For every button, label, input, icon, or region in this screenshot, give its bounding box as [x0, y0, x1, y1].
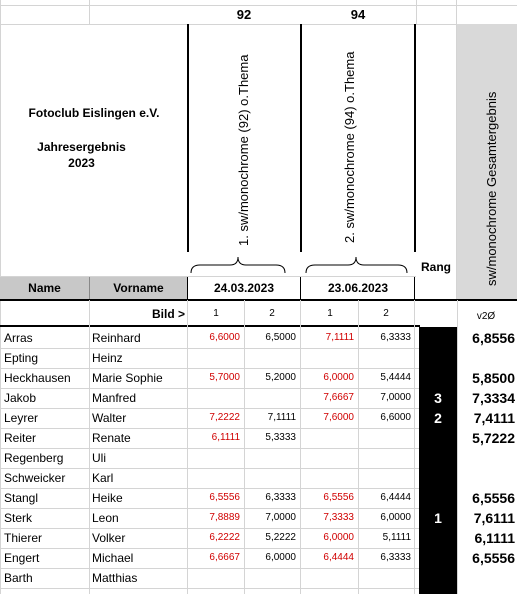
row-rank: 2	[434, 410, 442, 426]
score-92-image-2: 7,0000	[265, 512, 296, 523]
row-name: Thierer	[4, 531, 43, 545]
average-label: v2Ø	[476, 311, 496, 322]
score-94-image-1: 7,6667	[323, 392, 354, 403]
row-vorname: Karl	[92, 471, 114, 485]
report-year: 2023	[68, 156, 95, 170]
row-total: 6,1111	[474, 530, 515, 546]
row-rank: 3	[434, 390, 442, 406]
competition-code-94: 94	[350, 7, 366, 22]
row-name: Engert	[4, 551, 40, 565]
grid-line	[457, 300, 458, 594]
image-2-header: 2	[269, 308, 275, 319]
column-header-name: Name	[28, 281, 61, 295]
score-94-image-2: 5,1111	[382, 532, 411, 543]
score-92-image-2: 5,2000	[265, 372, 296, 383]
row-vorname: Renate	[92, 431, 131, 445]
row-vorname: Matthias	[92, 571, 138, 585]
bild-label: Bild >	[151, 307, 185, 321]
row-vorname: Manfred	[92, 391, 137, 405]
report-subtitle: Jahresergebnis	[37, 140, 126, 154]
score-94-image-2: 6,3333	[380, 552, 411, 563]
score-92-image-2: 6,3333	[265, 492, 296, 503]
row-vorname: Heike	[92, 491, 123, 505]
row-name: Heckhausen	[4, 371, 71, 385]
row-name: Epting	[4, 351, 39, 365]
grid-line	[300, 300, 301, 594]
rank-header: Rang	[421, 260, 451, 274]
score-94-image-1: 7,1111	[325, 332, 354, 343]
row-name: Reiter	[4, 431, 37, 445]
column-header-vorname: Vorname	[113, 281, 164, 295]
score-94-image-2: 6,3333	[380, 332, 411, 343]
row-total: 6,5556	[472, 550, 515, 566]
row-name: Jakob	[4, 391, 37, 405]
competition-title-92: 1. sw/monochrome (92) o.Thema	[236, 54, 251, 246]
row-name: Leyrer	[4, 411, 39, 425]
row-rank: 1	[434, 510, 442, 526]
score-94-image-1: 6,0000	[323, 532, 354, 543]
score-92-image-2: 5,2222	[265, 532, 296, 543]
score-92-image-1: 6,1111	[211, 432, 240, 443]
rank-column-bg	[419, 327, 457, 594]
score-94-image-2: 5,4444	[380, 372, 411, 383]
row-total: 6,8556	[472, 330, 515, 346]
row-vorname: Reinhard	[92, 331, 141, 345]
score-92-image-2: 5,3333	[265, 432, 296, 443]
score-92-image-1: 7,2222	[209, 412, 240, 423]
row-total: 5,8500	[472, 370, 515, 386]
score-94-image-2: 6,6000	[380, 412, 411, 423]
competition-code-92: 92	[236, 7, 252, 22]
competition-date-92: 24.03.2023	[213, 281, 275, 295]
row-total: 5,7222	[472, 430, 515, 446]
score-92-image-2: 6,0000	[265, 552, 296, 563]
score-94-image-2: 7,0000	[380, 392, 411, 403]
image-2-header: 2	[383, 308, 389, 319]
image-1-header: 1	[327, 308, 333, 319]
score-94-image-2: 6,4444	[380, 492, 411, 503]
score-94-image-1: 7,6000	[323, 412, 354, 423]
score-92-image-1: 5,7000	[209, 372, 240, 383]
image-1-header: 1	[213, 308, 219, 319]
total-header-label: sw/monochrome Gesamtergebnis	[484, 91, 499, 286]
competition-date-94: 23.06.2023	[327, 281, 389, 295]
row-vorname: Uli	[92, 451, 106, 465]
row-total: 7,3334	[472, 390, 515, 406]
row-name: Schweicker	[4, 471, 66, 485]
score-94-image-1: 6,4444	[323, 552, 354, 563]
grid-line	[89, 300, 90, 594]
score-94-image-1: 6,0000	[323, 372, 354, 383]
score-92-image-1: 6,5556	[209, 492, 240, 503]
score-92-image-1: 6,6667	[209, 552, 240, 563]
row-divider	[0, 588, 419, 589]
grid-line	[414, 300, 415, 594]
row-name: Barth	[4, 571, 33, 585]
row-vorname: Volker	[92, 531, 126, 545]
row-name: Regenberg	[4, 451, 64, 465]
row-vorname: Walter	[92, 411, 127, 425]
row-vorname: Heinz	[92, 351, 123, 365]
score-92-image-1: 6,6000	[209, 332, 240, 343]
row-vorname: Marie Sophie	[92, 371, 163, 385]
competition-title-94: 2. sw/monochrome (94) o.Thema	[342, 51, 357, 243]
club-name: Fotoclub Eislingen e.V.	[28, 106, 160, 120]
row-total: 6,5556	[472, 490, 515, 506]
score-92-image-2: 6,5000	[265, 332, 296, 343]
row-name: Sterk	[4, 511, 33, 525]
score-92-image-1: 7,8889	[209, 512, 240, 523]
score-94-image-1: 6,5556	[323, 492, 354, 503]
row-name: Stangl	[4, 491, 39, 505]
row-vorname: Leon	[92, 511, 119, 525]
score-92-image-2: 7,1111	[267, 412, 296, 423]
score-94-image-1: 7,3333	[323, 512, 354, 523]
row-vorname: Michael	[92, 551, 134, 565]
score-92-image-1: 6,2222	[209, 532, 240, 543]
row-total: 7,4111	[473, 410, 515, 426]
row-name: Arras	[4, 331, 33, 345]
score-94-image-2: 6,0000	[380, 512, 411, 523]
row-total: 7,6111	[473, 510, 515, 526]
brace-decoration	[188, 253, 418, 277]
